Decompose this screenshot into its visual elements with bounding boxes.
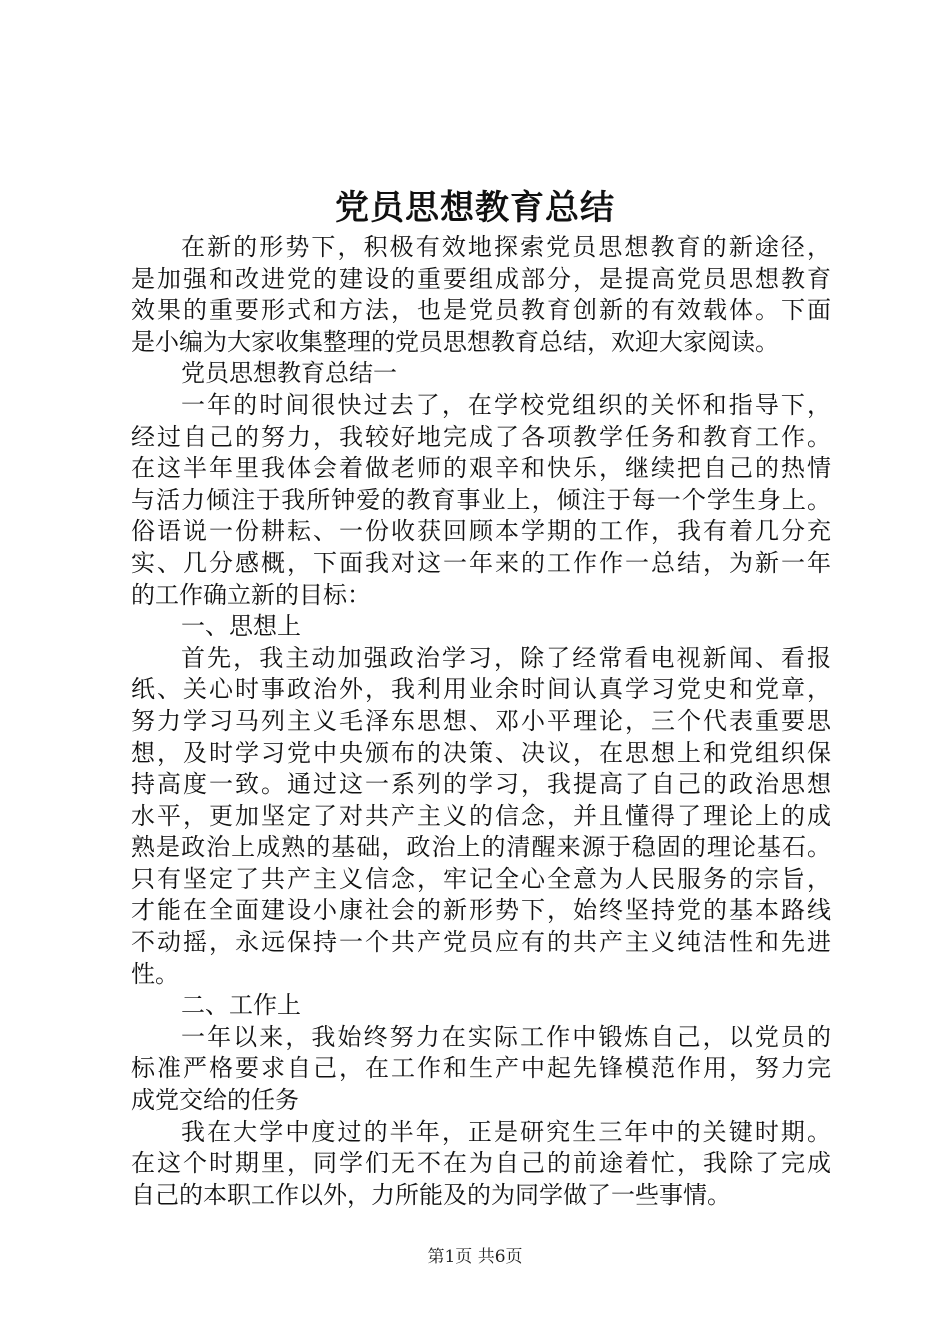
- text-line: 首先，我主动加强政治学习，除了经常看电视新闻、看报: [181, 643, 831, 672]
- text-line: 想，及时学习党中央颁布的决策、决议，在思想上和党组织保: [131, 738, 831, 767]
- text-line: 水平，更加坚定了对共产主义的信念，并且懂得了理论上的成: [131, 801, 831, 830]
- section-heading: 一、思想上: [181, 612, 301, 641]
- page-footer: 第1页 共6页: [427, 1247, 523, 1267]
- text-line: 是加强和改进党的建设的重要组成部分，是提高党员思想教育: [131, 264, 831, 293]
- text-line: 标准严格要求自己，在工作和生产中起先锋模范作用，努力完: [131, 1054, 831, 1083]
- text-line: 俗语说一份耕耘、一份收获回顾本学期的工作，我有着几分充: [131, 517, 831, 546]
- text-line: 只有坚定了共产主义信念，牢记全心全意为人民服务的宗旨，: [131, 864, 831, 893]
- text-line: 是小编为大家收集整理的党员思想教育总结，欢迎大家阅读。: [131, 327, 779, 356]
- text-line: 成党交给的任务: [131, 1086, 299, 1115]
- text-line: 效果的重要形式和方法，也是党员教育创新的有效载体。下面: [131, 296, 831, 325]
- text-line: 性。: [131, 959, 179, 988]
- text-line: 我在大学中度过的半年，正是研究生三年中的关键时期。: [181, 1117, 831, 1146]
- text-line: 实、几分感概，下面我对这一年来的工作作一总结，为新一年: [131, 548, 831, 577]
- text-line: 一年以来，我始终努力在实际工作中锻炼自己，以党员的: [181, 1022, 831, 1051]
- text-line: 努力学习马列主义毛泽东思想、邓小平理论，三个代表重要思: [131, 706, 831, 735]
- text-line: 熟是政治上成熟的基础，政治上的清醒来源于稳固的理论基石。: [131, 833, 831, 862]
- text-line: 纸、关心时事政治外，我利用业余时间认真学习党史和党章，: [131, 675, 831, 704]
- text-line: 自己的本职工作以外，力所能及的为同学做了一些事情。: [131, 1180, 731, 1209]
- text-line: 的工作确立新的目标：: [131, 580, 371, 609]
- text-line: 在新的形势下，积极有效地探索党员思想教育的新途径，: [181, 233, 831, 261]
- document-body: [131, 232, 831, 1211]
- text-line: 在这个时期里，同学们无不在为自己的前途着忙，我除了完成: [131, 1149, 831, 1178]
- section-heading: 党员思想教育总结一: [181, 359, 397, 388]
- section-heading: 二、工作上: [181, 991, 301, 1020]
- document-title: 党员思想教育总结: [335, 188, 615, 228]
- text-line: 不动摇，永远保持一个共产党员应有的共产主义纯洁性和先进: [131, 928, 831, 957]
- text-line: 经过自己的努力，我较好地完成了各项教学任务和教育工作。: [131, 422, 831, 451]
- text-line: 才能在全面建设小康社会的新形势下，始终坚持党的基本路线: [131, 896, 831, 925]
- text-line: 与活力倾注于我所钟爱的教育事业上，倾注于每一个学生身上。: [131, 485, 831, 514]
- text-line: 一年的时间很快过去了，在学校党组织的关怀和指导下，: [181, 390, 831, 419]
- text-line: 在这半年里我体会着做老师的艰辛和快乐，继续把自己的热情: [131, 454, 831, 483]
- text-line: 持高度一致。通过这一系列的学习，我提高了自己的政治思想: [131, 770, 831, 799]
